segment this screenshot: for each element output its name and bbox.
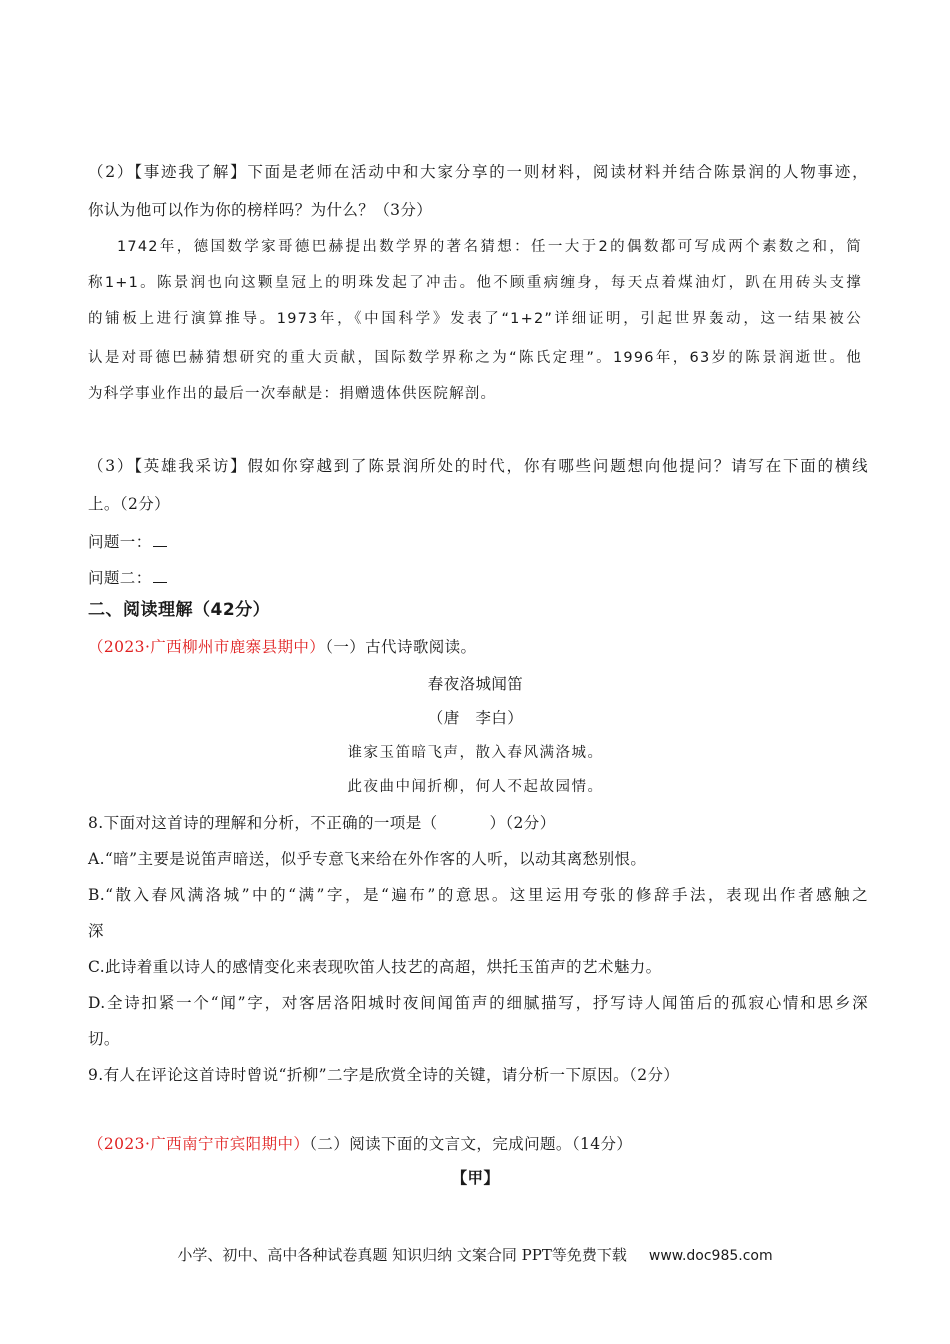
part2-source: （2023·广西南宁市宾阳期中） — [88, 1135, 310, 1153]
material-line2: 称1+1。陈景润也向这颗皇冠上的明珠发起了冲击。他不顾重病缠身，每天点着煤油灯，趴在用砖头支撑 — [88, 275, 862, 291]
footer-text: 小学、初中、高中各种试卷真题 知识归纳 文案合同 PPT等免费下载 — [177, 1246, 627, 1264]
q8-stem-pre: 8.下面对这首诗的理解和分析，不正确的一项是（ — [88, 814, 438, 832]
answer-blank-2 — [153, 566, 167, 583]
q3-prompt-line1: （3）【英雄我采访】假如你穿越到了陈景润所处的时代，你有哪些问题想向他提问？请写在下面的横线 — [88, 457, 868, 475]
q3-prompt-line2: 上。（2分） — [88, 495, 171, 513]
q8-option-b-line2: 深 — [88, 922, 104, 940]
poem-line2: 此夜曲中闻折柳，何人不起故园情。 — [347, 779, 604, 795]
q3-question1-label: 问题一： — [88, 533, 152, 551]
footer-url[interactable]: www.doc985.com — [648, 1248, 773, 1264]
q8-option-b-line1: B.“散入春风满洛城”中的“满”字，是“遍布”的意思。这里运用夸张的修辞手法，表现出作者感触之 — [88, 886, 868, 904]
part2-label: 【甲】 — [451, 1168, 500, 1187]
q8-option-d-line1: D.全诗扣紧一个“闻”字，对客居洛阳城时夜间闻笛声的细腻描写，抒写诗人闻笛后的孤寂心情和思乡深 — [88, 994, 868, 1012]
part1-title: （一）古代诗歌阅读。 — [325, 638, 477, 656]
page-footer — [0, 1244, 950, 1265]
material-line1: 1742年，德国数学家哥德巴赫提出数学界的著名猜想：任一大于2的偶数都可写成两个素数之和，简 — [117, 239, 862, 255]
material-line4: 认是对哥德巴赫猜想研究的重大贡献，国际数学界称之为“陈氏定理”。1996年，63岁的陈景润逝世。他 — [88, 350, 862, 366]
poem-author: （唐 李白） — [427, 709, 524, 727]
q8-option-d-line2: 切。 — [88, 1030, 120, 1048]
material-line3: 的铺板上进行演算推导。1973年，《中国科学》发表了“1+2”详细证明，引起世界轰动，这一结果被公 — [88, 311, 862, 327]
q8-stem — [88, 812, 868, 834]
q3-question2-label: 问题二： — [88, 569, 152, 587]
q3-question2 — [88, 566, 868, 589]
q8-option-a: A.“暗”主要是说笛声暗送，似乎专意飞来给在外作客的人听，以动其离愁别恨。 — [88, 850, 647, 868]
poem-line1: 谁家玉笛暗飞声，散入春风满洛城。 — [347, 745, 604, 761]
part2-title: （二）阅读下面的文言文，完成问题。（14分） — [309, 1135, 633, 1153]
part1-header — [88, 636, 868, 658]
section2-heading: 二、阅读理解（42分） — [88, 600, 271, 620]
q2-prompt-line1: （2）【事迹我了解】下面是老师在活动中和大家分享的一则材料，阅读材料并结合陈景润的人物事迹， — [88, 163, 868, 181]
part1-source: （2023·广西柳州市鹿寨县期中） — [88, 638, 326, 656]
q9-stem: 9.有人在评论这首诗时曾说“折柳”二字是欣赏全诗的关键，请分析一下原因。（2分） — [88, 1066, 680, 1084]
material-line5: 为科学事业作出的最后一次奉献是：捐赠遗体供医院解剖。 — [88, 386, 497, 402]
answer-blank-1 — [153, 530, 167, 547]
q3-question1 — [88, 530, 868, 553]
q8-option-c: C.此诗着重以诗人的感情变化来表现吹笛人技艺的高超，烘托玉笛声的艺术魅力。 — [88, 958, 662, 976]
q2-prompt-line2: 你认为他可以作为你的榜样吗？为什么？（3分） — [88, 201, 433, 219]
part2-header — [88, 1133, 868, 1155]
poem-title: 春夜洛城闻笛 — [427, 675, 524, 693]
q8-stem-post: ）（2分） — [489, 814, 556, 832]
